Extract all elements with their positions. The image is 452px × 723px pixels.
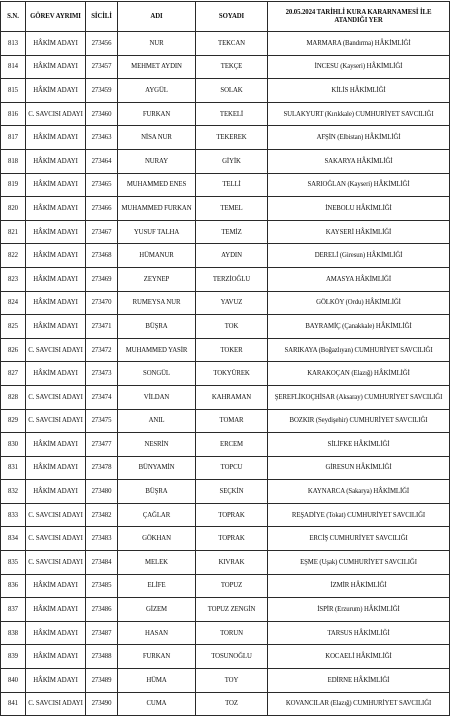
cell-sn: 815: [1, 79, 26, 103]
cell-surname: KAHRAMAN: [196, 385, 268, 409]
cell-assigned-place: BAYRAMİÇ (Çanakkale) HÂKİMLİĞİ: [268, 315, 450, 339]
cell-assigned-place: ŞEREFLİKOÇHİSAR (Aksaray) CUMHURİYET SAVCILIĞI: [268, 385, 450, 409]
cell-assigned-place: AMASYA HÂKİMLİĞİ: [268, 267, 450, 291]
cell-role: HÂKİM ADAYI: [26, 173, 86, 197]
header-surname: SOYADI: [196, 2, 268, 32]
cell-assigned-place: KOVANCILAR (Elazığ) CUMHURİYET SAVCILIĞI: [268, 692, 450, 716]
cell-role: HÂKİM ADAYI: [26, 645, 86, 669]
cell-assigned-place: KİLİS HÂKİMLİĞİ: [268, 79, 450, 103]
cell-sn: 817: [1, 126, 26, 150]
cell-sicil: 273471: [86, 315, 118, 339]
cell-sicil: 273486: [86, 598, 118, 622]
table-row: [1, 315, 450, 339]
cell-assigned-place: SİLİFKE HÂKİMLİĞİ: [268, 433, 450, 457]
cell-first-name: HÜMA: [118, 669, 196, 693]
cell-role: HÂKİM ADAYI: [26, 315, 86, 339]
cell-surname: YAVUZ: [196, 291, 268, 315]
cell-first-name: FURKAN: [118, 102, 196, 126]
table-row: [1, 149, 450, 173]
cell-sn: 825: [1, 315, 26, 339]
cell-first-name: FURKAN: [118, 645, 196, 669]
cell-sn: 833: [1, 503, 26, 527]
cell-sicil: 273467: [86, 220, 118, 244]
table-row: [1, 220, 450, 244]
table-row: [1, 362, 450, 386]
cell-surname: TOSUNOĞLU: [196, 645, 268, 669]
cell-sn: 820: [1, 197, 26, 221]
cell-surname: TOY: [196, 669, 268, 693]
cell-role: HÂKİM ADAYI: [26, 220, 86, 244]
cell-sn: 822: [1, 244, 26, 268]
cell-sicil: 273463: [86, 126, 118, 150]
cell-sicil: 273457: [86, 55, 118, 79]
table-row: [1, 244, 450, 268]
cell-surname: AYDIN: [196, 244, 268, 268]
cell-surname: TOK: [196, 315, 268, 339]
cell-assigned-place: DERELİ (Giresun) HÂKİMLİĞİ: [268, 244, 450, 268]
cell-sicil: 273472: [86, 338, 118, 362]
cell-first-name: CUMA: [118, 692, 196, 716]
cell-assigned-place: İNCESU (Kayseri) HÂKİMLİĞİ: [268, 55, 450, 79]
cell-role: C. SAVCISI ADAYI: [26, 527, 86, 551]
cell-sn: 841: [1, 692, 26, 716]
cell-role: HÂKİM ADAYI: [26, 480, 86, 504]
cell-assigned-place: KOCAELİ HÂKİMLİĞİ: [268, 645, 450, 669]
cell-assigned-place: İNEBOLU HÂKİMLİĞİ: [268, 197, 450, 221]
cell-sicil: 273460: [86, 102, 118, 126]
cell-surname: TOKYÜREK: [196, 362, 268, 386]
cell-surname: TERZİOĞLU: [196, 267, 268, 291]
cell-surname: TOMAR: [196, 409, 268, 433]
cell-first-name: MUHAMMED FURKAN: [118, 197, 196, 221]
cell-sn: 826: [1, 338, 26, 362]
table-row: [1, 197, 450, 221]
table-row: [1, 55, 450, 79]
header-role: GÖREV AYRIMI: [26, 2, 86, 32]
cell-role: HÂKİM ADAYI: [26, 267, 86, 291]
cell-assigned-place: KAYNARCA (Sakarya) HÂKİMLİĞİ: [268, 480, 450, 504]
cell-surname: TOPRAK: [196, 503, 268, 527]
cell-sicil: 273482: [86, 503, 118, 527]
cell-sicil: 273484: [86, 551, 118, 575]
cell-assigned-place: SULAKYURT (Kırıkkale) CUMHURİYET SAVCILIĞI: [268, 102, 450, 126]
table-row: [1, 480, 450, 504]
cell-first-name: ÇAĞLAR: [118, 503, 196, 527]
cell-sicil: 273478: [86, 456, 118, 480]
cell-sicil: 273459: [86, 79, 118, 103]
cell-sn: 819: [1, 173, 26, 197]
cell-sicil: 273489: [86, 669, 118, 693]
cell-first-name: BÜŞRA: [118, 480, 196, 504]
cell-sn: 835: [1, 551, 26, 575]
cell-surname: TEKÇE: [196, 55, 268, 79]
cell-sn: 829: [1, 409, 26, 433]
cell-surname: SOLAK: [196, 79, 268, 103]
cell-sicil: 273488: [86, 645, 118, 669]
cell-role: C. SAVCISI ADAYI: [26, 692, 86, 716]
cell-assigned-place: REŞADİYE (Tokat) CUMHURİYET SAVCILIĞI: [268, 503, 450, 527]
header-first-name: ADI: [118, 2, 196, 32]
cell-assigned-place: SAKARYA HÂKİMLİĞİ: [268, 149, 450, 173]
cell-role: HÂKİM ADAYI: [26, 669, 86, 693]
cell-assigned-place: İZMİR HÂKİMLİĞİ: [268, 574, 450, 598]
cell-sn: 813: [1, 32, 26, 56]
cell-first-name: MUHAMMED YASİR: [118, 338, 196, 362]
cell-assigned-place: EDİRNE HÂKİMLİĞİ: [268, 669, 450, 693]
cell-role: HÂKİM ADAYI: [26, 621, 86, 645]
cell-role: C. SAVCISI ADAYI: [26, 503, 86, 527]
header-row: [1, 2, 450, 32]
cell-sn: 839: [1, 645, 26, 669]
cell-role: HÂKİM ADAYI: [26, 126, 86, 150]
cell-first-name: RUMEYSA NUR: [118, 291, 196, 315]
cell-first-name: VİLDAN: [118, 385, 196, 409]
cell-role: HÂKİM ADAYI: [26, 574, 86, 598]
cell-role: C. SAVCISI ADAYI: [26, 338, 86, 362]
cell-surname: TEKEREK: [196, 126, 268, 150]
cell-surname: GİYİK: [196, 149, 268, 173]
cell-sicil: 273490: [86, 692, 118, 716]
table-row: [1, 551, 450, 575]
cell-sicil: 273468: [86, 244, 118, 268]
cell-sn: 816: [1, 102, 26, 126]
cell-role: C. SAVCISI ADAYI: [26, 409, 86, 433]
table-row: [1, 692, 450, 716]
cell-role: HÂKİM ADAYI: [26, 433, 86, 457]
table-row: [1, 267, 450, 291]
cell-surname: ERCEM: [196, 433, 268, 457]
cell-first-name: AYGÜL: [118, 79, 196, 103]
cell-sn: 840: [1, 669, 26, 693]
cell-sn: 838: [1, 621, 26, 645]
cell-surname: KIVRAK: [196, 551, 268, 575]
table-row: [1, 645, 450, 669]
cell-surname: TOPRAK: [196, 527, 268, 551]
table-row: [1, 291, 450, 315]
table-row: [1, 102, 450, 126]
cell-role: HÂKİM ADAYI: [26, 362, 86, 386]
table-row: [1, 126, 450, 150]
cell-surname: TEMİZ: [196, 220, 268, 244]
cell-surname: TOZ: [196, 692, 268, 716]
cell-surname: TELLİ: [196, 173, 268, 197]
cell-assigned-place: GÖLKÖY (Ordu) HÂKİMLİĞİ: [268, 291, 450, 315]
cell-first-name: BÜNYAMİN: [118, 456, 196, 480]
header-sicil: SİCİLİ: [86, 2, 118, 32]
cell-sn: 823: [1, 267, 26, 291]
cell-surname: TOPCU: [196, 456, 268, 480]
cell-role: HÂKİM ADAYI: [26, 55, 86, 79]
cell-role: HÂKİM ADAYI: [26, 149, 86, 173]
cell-first-name: MUHAMMED ENES: [118, 173, 196, 197]
cell-surname: TOPUZ: [196, 574, 268, 598]
cell-sn: 824: [1, 291, 26, 315]
cell-sicil: 273470: [86, 291, 118, 315]
cell-assigned-place: SARIOĞLAN (Kayseri) HÂKİMLİĞİ: [268, 173, 450, 197]
cell-sicil: 273485: [86, 574, 118, 598]
cell-role: HÂKİM ADAYI: [26, 197, 86, 221]
cell-sicil: 273456: [86, 32, 118, 56]
cell-first-name: MELEK: [118, 551, 196, 575]
cell-role: C. SAVCISI ADAYI: [26, 385, 86, 409]
table-row: [1, 456, 450, 480]
cell-first-name: ZEYNEP: [118, 267, 196, 291]
table-row: [1, 79, 450, 103]
cell-surname: TEMEL: [196, 197, 268, 221]
cell-sn: 818: [1, 149, 26, 173]
cell-surname: TEKELİ: [196, 102, 268, 126]
cell-role: C. SAVCISI ADAYI: [26, 102, 86, 126]
cell-assigned-place: SARIKAYA (Boğazlıyan) CUMHURİYET SAVCILIĞI: [268, 338, 450, 362]
table-row: [1, 409, 450, 433]
cell-surname: TOPUZ ZENGİN: [196, 598, 268, 622]
cell-first-name: YUSUF TALHA: [118, 220, 196, 244]
cell-role: HÂKİM ADAYI: [26, 598, 86, 622]
table-row: [1, 527, 450, 551]
cell-sicil: 273477: [86, 433, 118, 457]
cell-sn: 836: [1, 574, 26, 598]
cell-sicil: 273474: [86, 385, 118, 409]
cell-assigned-place: TARSUS HÂKİMLİĞİ: [268, 621, 450, 645]
cell-first-name: GÖKHAN: [118, 527, 196, 551]
table-row: [1, 32, 450, 56]
cell-surname: SEÇKİN: [196, 480, 268, 504]
header-sn: S.N.: [1, 2, 26, 32]
cell-sn: 830: [1, 433, 26, 457]
cell-sicil: 273466: [86, 197, 118, 221]
cell-role: C. SAVCISI ADAYI: [26, 551, 86, 575]
cell-first-name: NESRİN: [118, 433, 196, 457]
cell-first-name: GİZEM: [118, 598, 196, 622]
table-row: [1, 574, 450, 598]
cell-sn: 821: [1, 220, 26, 244]
cell-sn: 834: [1, 527, 26, 551]
table-row: [1, 503, 450, 527]
cell-first-name: NUR: [118, 32, 196, 56]
cell-assigned-place: KARAKOÇAN (Elazığ) HÂKİMLİĞİ: [268, 362, 450, 386]
cell-sn: 832: [1, 480, 26, 504]
cell-assigned-place: ERCİŞ CUMHURİYET SAVCILIĞI: [268, 527, 450, 551]
cell-sn: 814: [1, 55, 26, 79]
cell-assigned-place: BOZKIR (Seydişehir) CUMHURİYET SAVCILIĞI: [268, 409, 450, 433]
cell-first-name: HÜMANUR: [118, 244, 196, 268]
cell-role: HÂKİM ADAYI: [26, 244, 86, 268]
cell-sicil: 273475: [86, 409, 118, 433]
cell-first-name: HASAN: [118, 621, 196, 645]
cell-first-name: NURAY: [118, 149, 196, 173]
cell-first-name: ELİFE: [118, 574, 196, 598]
cell-sicil: 273487: [86, 621, 118, 645]
cell-sicil: 273480: [86, 480, 118, 504]
cell-sn: 831: [1, 456, 26, 480]
cell-role: HÂKİM ADAYI: [26, 79, 86, 103]
cell-assigned-place: MARMARA (Bandırma) HÂKİMLİĞİ: [268, 32, 450, 56]
cell-assigned-place: KAYSERİ HÂKİMLİĞİ: [268, 220, 450, 244]
table-row: [1, 338, 450, 362]
cell-assigned-place: EŞME (Uşak) CUMHURİYET SAVCILIĞI: [268, 551, 450, 575]
cell-assigned-place: İSPİR (Erzurum) HÂKİMLİĞİ: [268, 598, 450, 622]
cell-first-name: SONGÜL: [118, 362, 196, 386]
cell-sicil: 273465: [86, 173, 118, 197]
table-row: [1, 433, 450, 457]
cell-sicil: 273483: [86, 527, 118, 551]
cell-sn: 827: [1, 362, 26, 386]
cell-role: HÂKİM ADAYI: [26, 291, 86, 315]
cell-role: HÂKİM ADAYI: [26, 456, 86, 480]
table-row: [1, 173, 450, 197]
cell-surname: TEKCAN: [196, 32, 268, 56]
cell-sicil: 273464: [86, 149, 118, 173]
cell-first-name: NİSA NUR: [118, 126, 196, 150]
cell-sicil: 273469: [86, 267, 118, 291]
assignment-table: [0, 1, 450, 716]
table-row: [1, 669, 450, 693]
cell-role: HÂKİM ADAYI: [26, 32, 86, 56]
table-row: [1, 385, 450, 409]
header-assigned-place: 20.05.2024 TARİHLİ KURA KARARNAMESİ İLE ATANDIĞI YER: [268, 2, 450, 32]
table-row: [1, 598, 450, 622]
table-row: [1, 621, 450, 645]
cell-surname: TORUN: [196, 621, 268, 645]
cell-first-name: BÜŞRA: [118, 315, 196, 339]
cell-first-name: ANIL: [118, 409, 196, 433]
cell-sn: 837: [1, 598, 26, 622]
cell-assigned-place: GİRESUN HÂKİMLİĞİ: [268, 456, 450, 480]
cell-surname: TOKER: [196, 338, 268, 362]
cell-sn: 828: [1, 385, 26, 409]
cell-first-name: MEHMET AYDIN: [118, 55, 196, 79]
cell-assigned-place: AFŞİN (Elbistan) HÂKİMLİĞİ: [268, 126, 450, 150]
cell-sicil: 273473: [86, 362, 118, 386]
